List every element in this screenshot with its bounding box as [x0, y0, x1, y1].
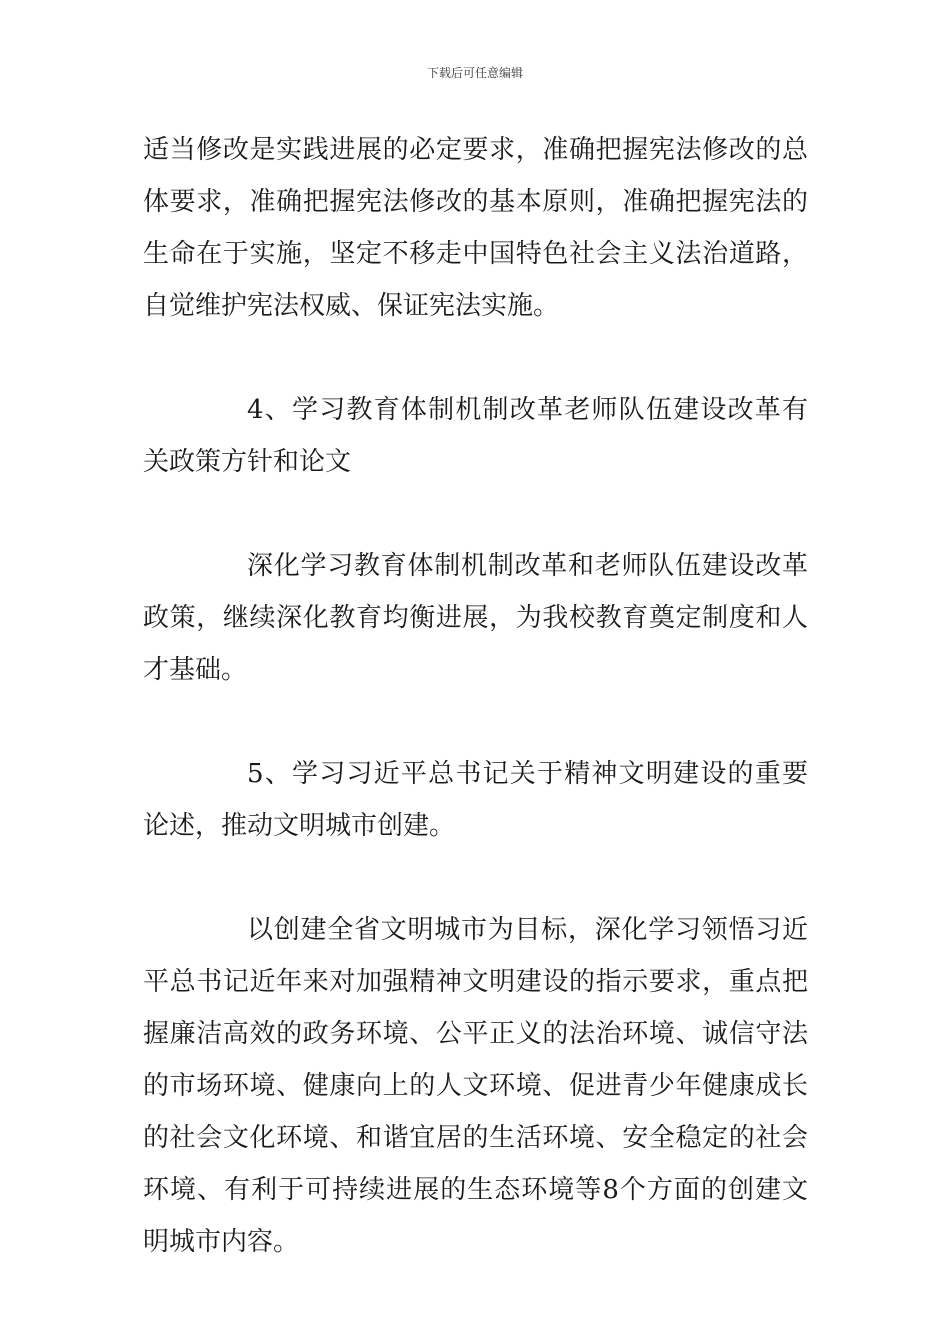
heading-item-4: 4、学习教育体制机制改革老师队伍建设改革有关政策方针和论文 [143, 395, 808, 477]
paragraph-civilized-city: 以创建全省文明城市为目标，深化学习领悟习近平总书记近年来对加强精神文明建设的指示要求，重点把握廉洁高效的政务环境、公平正义的法治环境、诚信守法的市场环境、健康向上的人文环境、促进青少年健康成长的社会文化环境、和谐宜居的生活环境、安全稳定的社会环境、有利于可持续进展的生态环境等8个方面的创建文明城市内容。 [143, 915, 808, 1257]
document-body [143, 124, 808, 1268]
paragraph-gap [143, 696, 808, 748]
paragraph-gap [143, 332, 808, 384]
page-header: 下载后可任意编辑 [426, 66, 523, 80]
paragraph-constitution: 适当修改是实践进展的必定要求，准确把握宪法修改的总体要求，准确把握宪法修改的基本原则，准确把握宪法的生命在于实施，坚定不移走中国特色社会主义法治道路，自觉维护宪法权威、保证宪法实施。 [143, 135, 808, 321]
heading-item-5: 5、学习习近平总书记关于精神文明建设的重要论述，推动文明城市创建。 [143, 759, 808, 841]
paragraph-education-reform: 深化学习教育体制机制改革和老师队伍建设改革政策，继续深化教育均衡进展，为我校教育奠定制度和人才基础。 [143, 551, 808, 685]
paragraph-gap [143, 852, 808, 904]
paragraph-gap [143, 488, 808, 540]
